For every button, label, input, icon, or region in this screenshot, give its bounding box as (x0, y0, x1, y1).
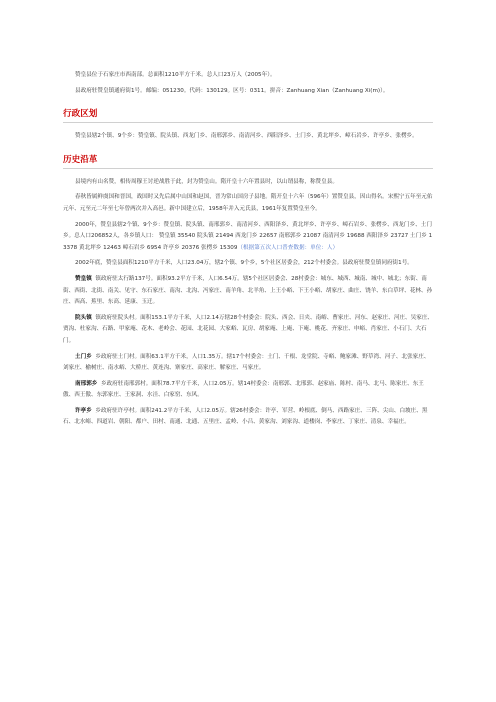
town-entry (63, 313, 433, 348)
document-content (63, 70, 433, 429)
town-name: 赞皇镇 (75, 275, 92, 282)
intro-line-2: 县政府驻赞皇镇通府街1号。邮编：051230。代码：130129。区号：0311。拼音：Zanhuang Xian（Zanhuang Xi(m)）。 (75, 87, 389, 94)
town-text: 镇政府驻太行路137号。面积93.2平方千米，人口6.54万。辖5个社区居委会、28村委会：城东、城西、城南、城中、城北；东街、南街、西街、北街、南关、见守、东石家庄、南沟、北沟、冯家庄、南羊角、北羊角、上王小峪、下王小峪、胡家庄、曲庄、饶羊、东白草坪、花林、孙庄、西高、蕉里、东高、延康、玉迁。 (63, 275, 433, 306)
town-name: 南邢郭乡 (75, 380, 98, 387)
town-entry (63, 274, 433, 309)
town-name: 土门乡 (75, 353, 92, 360)
town-text: 乡政府驻土门村。面积63.1平方千米，人口1.35万。辖17个村委会：土门、千根、龙堂院、寺峪、鲍家滩、野草湾、河子、北张家庄、刘家庄、榆树庄、南水峪、大桥庄、黄连沟、寨家庄、高家庄、解家庄、马家庄。 (63, 353, 430, 372)
population-text: 2000年，赞皇县辖2个镇、9个乡：赞皇镇、院头镇、南邢郭乡、南清河乡、西阳泽乡、黄北坪乡、许亭乡、嶂石岩乡、张楞乡、西龙门乡、土门乡。总人口206852人，各乡镇人口： 赞皇镇 35540 院头镇 21494 西龙门乡 22657 南邢郭乡 21087 南清河乡 19688 西阳泽乡 23727 土门乡 13378 黄北坪乡 12463 嶂石岩乡 6954 许亭乡 20376 张楞乡 15309 (63, 221, 433, 251)
section-divider (63, 122, 433, 123)
section-title-history: 历史沿革 (63, 154, 98, 165)
town-text: 乡政府驻南邢郭村。面积78.7平方千米，人口2.05万。辖14村委会：南邢郭、北邢郭、赵家庙、陈村、南马、北马、陈家庄、东王傲、西王傲、东郭家庄、王家洞、水洼、白家窑、东风。 (63, 380, 424, 399)
admin-text: 赞皇县辖2个镇、9个乡：赞皇镇、院头镇、西龙门乡、南邢郭乡、南清河乡、西阳泽乡、土门乡、黄北坪乡、嶂石岩乡、许亭乡、张楞乡。 (75, 133, 418, 140)
history-paragraph-4: 2002年底，赞皇县面积1210平方千米，人口23.04万，辖2个镇、9个乡，5个社区居委会，212个村委会。县政府驻赞皇镇同府街1号。 (75, 260, 413, 267)
section-title-admin: 行政区划 (63, 109, 98, 120)
intro-line-1: 赞皇县位于石家庄市西南部。总面积1210平方千米。总人口23万人（2005年）。 (75, 72, 276, 78)
history-paragraph-1: 县境内有山名赞，相传周穆王讨逆战胜于此，封为赞皇山。隋开皇十六年置县时，以山谓县称，称赞皇县。 (75, 178, 338, 185)
census-note: （根据第五次人口普查数据：单位：人） (237, 244, 339, 251)
section-divider (63, 168, 433, 169)
town-name: 许亭乡 (75, 407, 92, 414)
history-paragraph-2: 春秋皆属鲜虞国和晋国，战国时又先后属中山国和赵国，晋为常山国房子县地。隋开皇十六年（596年）置赞皇县，因山得名。宋熙宁五年至元佑元年、元至元二年至七年曾两次并入高邑。新中国建立后，1958年并入元氏县，1961年复置赞皇至今。 (63, 194, 433, 212)
town-text: 乡政府驻许亭村。面积241.2平方千米，人口2.05万。辖26村委会：许亭、军营、岭根底、倒马、西路家庄、三阵、尖山、白坡庄、黑石、北水峪、四道岩、朝阳、都户、田村、南通、北通、五里庄、孟岭、小吕、黄家沟、刘家沟、道楼岗、李家庄、丁家庄、清泉、幸福庄。 (63, 407, 428, 426)
history-paragraph-3 (63, 220, 433, 255)
town-entry (63, 352, 433, 375)
town-name: 院头镇 (75, 314, 92, 321)
town-entry (63, 406, 433, 429)
town-text: 镇政府驻院头村。面积153.1平方千米，人口2.14万辖28个村委会：院头、西会、日夹、南峪、曹家庄、河东、赵家庄、河庄、吴家庄、贾沟、杜家沟、石路、甲家庵、花木、老岭会、花园、北花园、大家峪、瓦房、胡家庵、上庵、下庵、桃花、齐家庄、申峪、肖家庄、小石门、大石门。 (63, 314, 434, 344)
town-entry (63, 379, 433, 402)
